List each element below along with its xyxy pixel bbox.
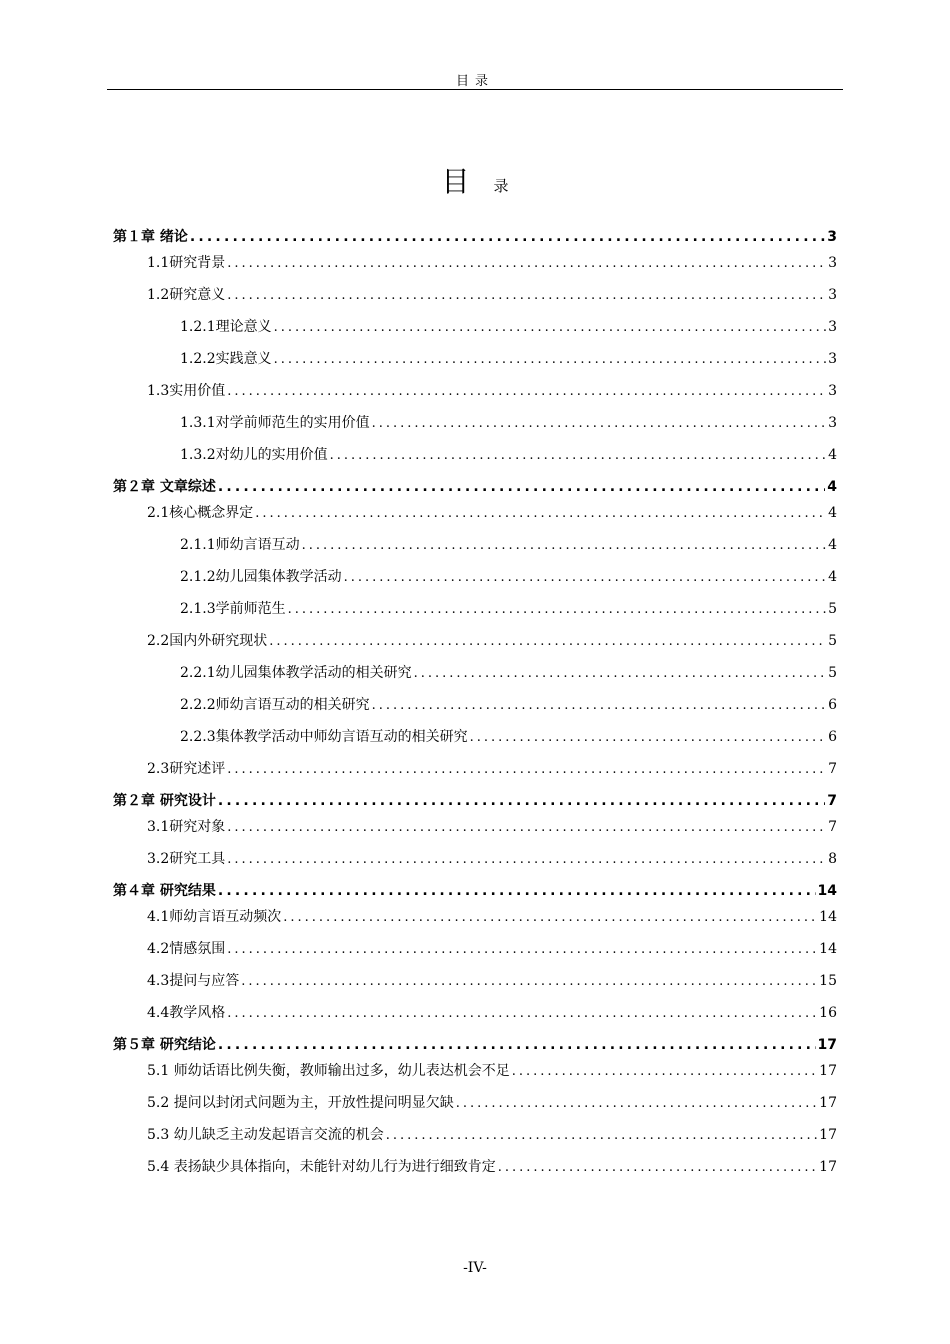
toc-entry-page: 4 (827, 479, 837, 495)
toc-entry[interactable] (113, 938, 837, 970)
toc-entry[interactable] (113, 790, 837, 816)
dot-leader (274, 320, 826, 335)
dot-leader (498, 1160, 817, 1175)
toc-entry-label: 2.3研究述评 (147, 761, 226, 777)
toc-entry[interactable] (113, 758, 837, 790)
toc-entry-page: 3 (828, 287, 837, 303)
toc-entry[interactable] (113, 1002, 837, 1034)
dot-leader (456, 1096, 817, 1111)
toc-entry-page: 17 (819, 1063, 837, 1079)
toc-entry-label: 1.3.2对幼儿的实用价值 (180, 447, 328, 463)
toc-entry-label: 1.3.1对学前师范生的实用价值 (180, 415, 370, 431)
dot-leader (288, 602, 826, 617)
toc-entry[interactable] (113, 880, 837, 906)
toc-entry[interactable] (113, 906, 837, 938)
toc-entry-label: 第２章 文章综述 (113, 479, 216, 495)
toc-entry[interactable] (113, 566, 837, 598)
toc-entry-label: 2.1.3学前师范生 (180, 601, 286, 617)
dot-leader (386, 1128, 817, 1143)
toc-entry-page: 5 (828, 665, 837, 681)
toc-entry-label: 1.3实用价值 (147, 383, 226, 399)
dot-leader (255, 506, 826, 521)
toc-entry[interactable] (113, 816, 837, 848)
dot-leader (372, 698, 826, 713)
dot-leader (372, 416, 826, 431)
dot-leader (227, 820, 826, 835)
toc-entry-label: 2.1.2幼儿园集体教学活动 (180, 569, 342, 585)
dot-leader (227, 942, 817, 957)
toc-entry-label: 1.1研究背景 (147, 255, 226, 271)
toc-entry-label: 1.2.2实践意义 (180, 351, 272, 367)
dot-leader (218, 1037, 816, 1053)
toc-entry-page: 16 (819, 1005, 837, 1021)
toc-entry-page: 3 (828, 255, 837, 271)
toc-entry[interactable] (113, 598, 837, 630)
header-rule (107, 89, 843, 90)
toc-entry-label: 2.2.1幼儿园集体教学活动的相关研究 (180, 665, 412, 681)
toc-entry[interactable] (113, 380, 837, 412)
toc-entry-label: 5.2 提问以封闭式问题为主，开放性提问明显欠缺 (147, 1095, 454, 1111)
dot-leader (512, 1064, 817, 1079)
toc-entry-page: 6 (828, 697, 837, 713)
toc-entry-page: 17 (817, 1037, 837, 1053)
dot-leader (218, 479, 825, 495)
toc-entry-page: 3 (828, 383, 837, 399)
toc-entry-label: 5.3 幼儿缺乏主动发起语言交流的机会 (147, 1127, 384, 1143)
toc-entry-label: 4.2情感氛围 (147, 941, 226, 957)
toc-entry-label: 1.2.1理论意义 (180, 319, 272, 335)
toc-entry-label: 第１章 绪论 (113, 229, 188, 245)
toc-entry-label: 第４章 研究结果 (113, 883, 216, 899)
toc-entry-page: 7 (827, 793, 837, 809)
toc-entry[interactable] (113, 476, 837, 502)
toc-entry-page: 8 (828, 851, 837, 867)
toc-entry-page: 17 (819, 1127, 837, 1143)
dot-leader (330, 448, 826, 463)
toc-entry-page: 14 (817, 883, 837, 899)
toc-entry[interactable] (113, 284, 837, 316)
toc-entry-page: 7 (828, 819, 837, 835)
toc-entry-page: 7 (828, 761, 837, 777)
toc-title (0, 160, 950, 200)
toc-entry-page: 3 (828, 415, 837, 431)
toc-entry-page: 17 (819, 1159, 837, 1175)
toc-entry[interactable] (113, 252, 837, 284)
toc-entry[interactable] (113, 534, 837, 566)
toc-entry[interactable] (113, 662, 837, 694)
toc-title-small: 录 (493, 177, 509, 195)
dot-leader (227, 1006, 817, 1021)
toc-entry[interactable] (113, 444, 837, 476)
toc-entry-label: 3.2研究工具 (147, 851, 226, 867)
dot-leader (227, 288, 826, 303)
page-number: -IV- (463, 1260, 487, 1276)
toc-entry-page: 15 (819, 973, 837, 989)
dot-leader (218, 793, 825, 809)
toc-entry-label: 5.1 师幼话语比例失衡，教师输出过多，幼儿表达机会不足 (147, 1063, 510, 1079)
toc-entry-label: 4.3提问与应答 (147, 973, 240, 989)
toc-entry-label: 5.4 表扬缺少具体指向，未能针对幼儿行为进行细致肯定 (147, 1159, 496, 1175)
toc-entry[interactable] (113, 848, 837, 880)
dot-leader (227, 762, 826, 777)
toc-entry[interactable] (113, 1060, 837, 1092)
toc-entry-page: 5 (828, 601, 837, 617)
toc-entry-page: 17 (819, 1095, 837, 1111)
toc-entry[interactable] (113, 316, 837, 348)
dot-leader (283, 910, 817, 925)
toc-entry-label: 4.4教学风格 (147, 1005, 226, 1021)
dot-leader (227, 384, 826, 399)
toc-entry-page: 3 (828, 351, 837, 367)
toc-entry[interactable] (113, 412, 837, 444)
toc-entry-label: 第５章 研究结论 (113, 1037, 216, 1053)
running-header: 目录 (455, 74, 494, 89)
toc-entry-page: 14 (819, 909, 837, 925)
toc-entry-label: 2.2.3集体教学活动中师幼言语互动的相关研究 (180, 729, 468, 745)
toc-entry[interactable] (113, 1092, 837, 1124)
dot-leader (227, 852, 826, 867)
toc-entry-page: 14 (819, 941, 837, 957)
dot-leader (227, 256, 826, 271)
toc-entry[interactable] (113, 726, 837, 758)
toc-entry[interactable] (113, 694, 837, 726)
toc-entry[interactable] (113, 226, 837, 252)
toc-entry[interactable] (113, 502, 837, 534)
toc-entry-label: 2.2.2师幼言语互动的相关研究 (180, 697, 370, 713)
toc-entry[interactable] (113, 1124, 837, 1156)
dot-leader (218, 883, 816, 899)
toc-entry[interactable] (113, 970, 837, 1002)
toc-entry[interactable] (113, 630, 837, 662)
toc-entry-label: 2.2国内外研究现状 (147, 633, 268, 649)
toc-entry-label: 3.1研究对象 (147, 819, 226, 835)
toc-entry-page: 5 (828, 633, 837, 649)
toc-entry-page: 4 (828, 447, 837, 463)
dot-leader (190, 229, 825, 245)
dot-leader (241, 974, 817, 989)
dot-leader (269, 634, 826, 649)
toc-entry-page: 4 (828, 569, 837, 585)
dot-leader (274, 352, 826, 367)
dot-leader (344, 570, 826, 585)
toc-entry-label: 2.1.1师幼言语互动 (180, 537, 300, 553)
dot-leader (414, 666, 826, 681)
toc-entry-page: 3 (827, 229, 837, 245)
toc-entry-label: 第２章 研究设计 (113, 793, 216, 809)
toc-entry[interactable] (113, 1034, 837, 1060)
toc-entry[interactable] (113, 1156, 837, 1188)
toc-entry-label: 1.2研究意义 (147, 287, 226, 303)
toc-entry-page: 3 (828, 319, 837, 335)
table-of-contents (113, 226, 837, 1188)
toc-entry-label: 2.1核心概念界定 (147, 505, 254, 521)
toc-title-big: 目 (441, 165, 470, 198)
toc-entry[interactable] (113, 348, 837, 380)
toc-entry-page: 6 (828, 729, 837, 745)
toc-entry-page: 4 (828, 537, 837, 553)
dot-leader (302, 538, 826, 553)
toc-entry-label: 4.1师幼言语互动频次 (147, 909, 282, 925)
toc-entry-page: 4 (828, 505, 837, 521)
dot-leader (470, 730, 826, 745)
